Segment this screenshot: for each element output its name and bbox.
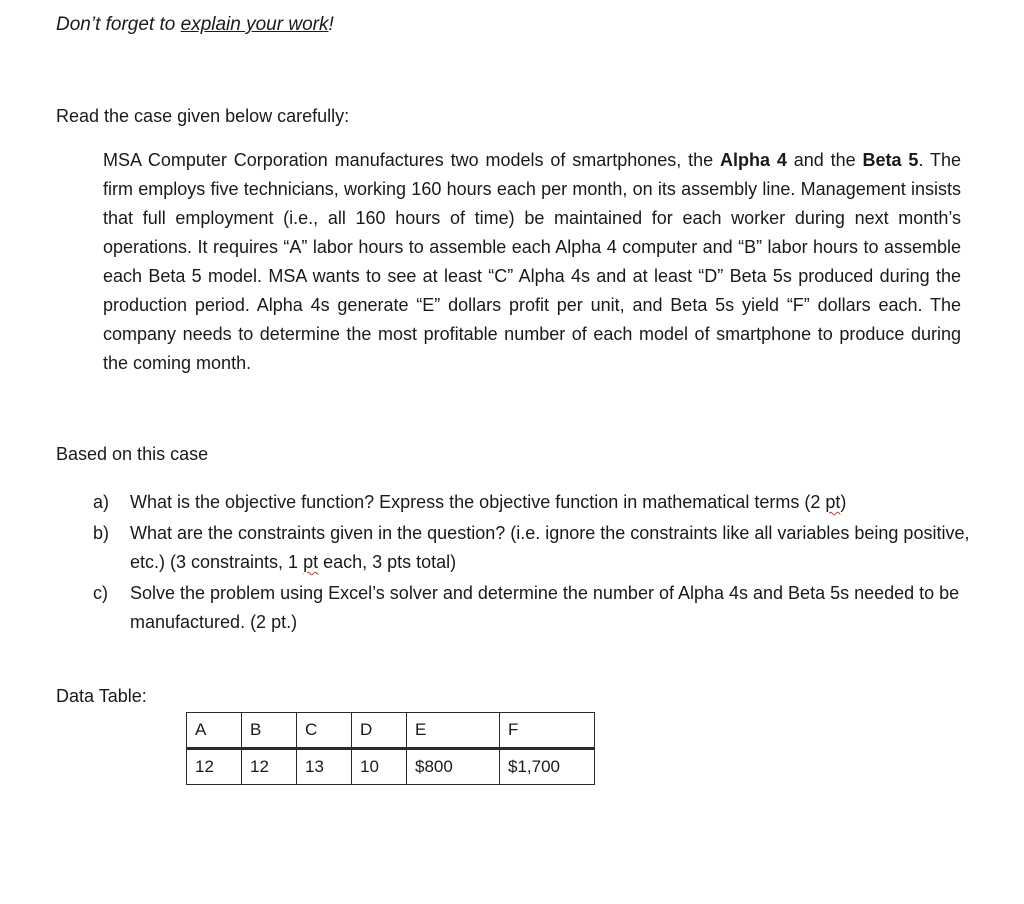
question-text-after: each, 3 pts total) [318, 552, 457, 572]
question-letter: c) [93, 583, 108, 603]
intro-text: Read the case given below carefully: [56, 106, 350, 126]
question-text-after: ) [840, 492, 847, 512]
table-header-cell: E [407, 713, 500, 749]
data-table-label: Data Table: [56, 686, 147, 706]
question-list [93, 488, 1003, 639]
case-text-part3: . The firm employs five technicians, working 160 hours each per month, on its assembly line. Management insists that full employment (i.e., all 160 hours of time) be maintained for each worker during next month’s operations. It requires “A” labor hours to assemble each Alpha 4 computer and “B” labor hours to assemble each Beta 5 model. MSA wants to see at least “C” Alpha 4s and at least “D” Beta 5s produced during the production period. Alpha 4s generate “E” dollars profit per unit, and Beta 5s yield “F” dollars each. The company needs to determine the most profitable number of each model of smartphone to produce during the coming month. [103, 150, 961, 373]
case-bold-beta: Beta 5 [862, 150, 919, 170]
data-table [186, 712, 595, 785]
table-cell: 12 [187, 749, 242, 785]
table-cell: 12 [242, 749, 297, 785]
based-on-heading: Based on this case [56, 444, 209, 464]
table-cell: 10 [352, 749, 407, 785]
table-header-cell: A [187, 713, 242, 749]
table-header-row [187, 713, 595, 749]
case-text-part2: and the [786, 150, 863, 170]
question-item-c [93, 579, 1003, 637]
table-header-cell: C [297, 713, 352, 749]
case-paragraph [103, 146, 961, 378]
reminder-suffix: ! [328, 14, 334, 35]
reminder-underlined: explain your work [180, 14, 329, 35]
spelling-flag: pt [303, 552, 319, 572]
question-text: Solve the problem using Excel’s solver and determine the number of Alpha 4s and Beta 5s needed to be manufactured. (2 pt.) [130, 583, 960, 632]
case-text-part1: MSA Computer Corporation manufactures two models of smartphones, the [103, 150, 721, 170]
question-text: What are the constraints given in the question? (i.e. ignore the constraints like all variables being positive, etc.) (3 constraints, 1 [130, 523, 970, 572]
reminder-line [56, 12, 334, 38]
spelling-flag: pt [825, 492, 841, 512]
reminder-prefix: Don’t forget to [56, 14, 181, 35]
case-bold-alpha: Alpha 4 [720, 150, 787, 170]
table-cell: $800 [407, 749, 500, 785]
question-item-a [93, 488, 1003, 517]
table-header-cell: F [500, 713, 595, 749]
table-cell: $1,700 [500, 749, 595, 785]
table-header-cell: B [242, 713, 297, 749]
question-letter: a) [93, 492, 110, 512]
table-row [187, 749, 595, 785]
question-item-b [93, 519, 1003, 577]
question-letter: b) [93, 523, 110, 543]
table-cell: 13 [297, 749, 352, 785]
question-text: What is the objective function? Express the objective function in mathematical terms (2 [130, 492, 826, 512]
table-header-cell: D [352, 713, 407, 749]
